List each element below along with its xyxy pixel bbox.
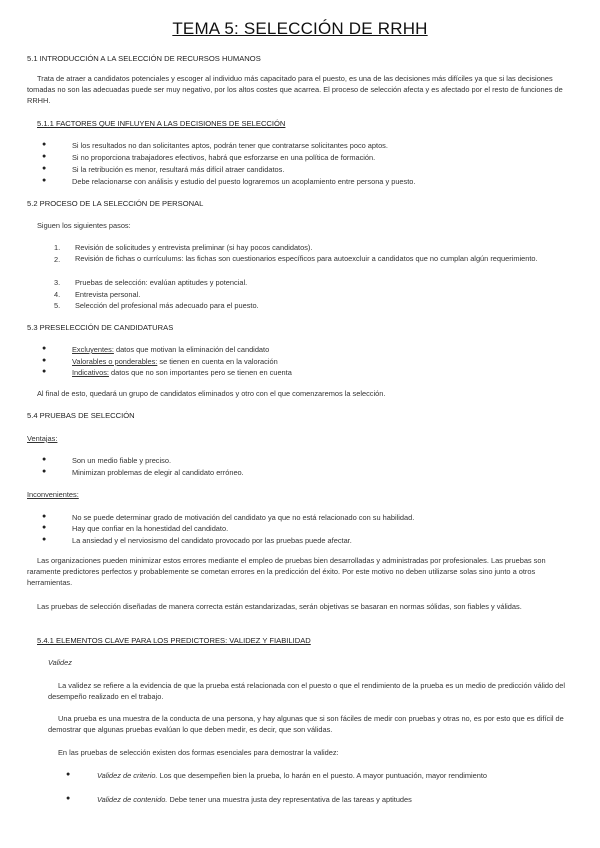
step-number: 2. xyxy=(54,255,61,264)
bullet-icon: ● xyxy=(66,795,71,802)
term: Validez de contenido. xyxy=(97,795,168,804)
bullet-icon: ● xyxy=(42,513,47,520)
step-number: 4. xyxy=(54,290,61,299)
term-description: datos que no son importantes pero se tienen en cuenta xyxy=(108,368,292,377)
list-item: No se puede determinar grado de motivación del candidato ya que no está relacionado con su habilidad. xyxy=(72,513,415,522)
term: Indicativos: xyxy=(72,368,109,377)
step-text: Revisión de fichas o currículums: las fichas son cuestionarios específicos para autoexcluir a candidatos que no cumplan algún requerimiento. xyxy=(75,254,538,263)
list-item xyxy=(72,357,278,366)
section-heading-5-3: 5.3 PRESELECCIÓN DE CANDIDATURAS xyxy=(27,323,174,332)
steps-intro: Siguen los siguientes pasos: xyxy=(37,221,131,230)
bullet-icon: ● xyxy=(66,771,71,778)
advantages-label: Ventajas: xyxy=(27,434,58,443)
list-item: Si la retribución es menor, resultará más difícil atraer candidatos. xyxy=(72,165,285,174)
list-item xyxy=(72,345,269,354)
step-text: Pruebas de selección: evalúan aptitudes y potencial. xyxy=(75,278,248,287)
term: Validez de criterio. xyxy=(97,771,158,780)
standardized-paragraph: Las pruebas de selección diseñadas de manera correcta están estandarizadas, serán objetivas se basaran en normas sólidas, son fiables y válidas. xyxy=(37,602,522,611)
section-heading-5-1: 5.1 INTRODUCCIÓN A LA SELECCIÓN DE RECURSOS HUMANOS xyxy=(27,54,261,63)
bullet-icon: ● xyxy=(42,345,47,352)
preselection-paragraph: Al final de esto, quedará un grupo de candidatos eliminados y otro con el que comenzaremos la selección. xyxy=(37,389,386,398)
section-heading-5-1-1: 5.1.1 FACTORES QUE INFLUYEN A LAS DECISIONES DE SELECCIÓN xyxy=(37,119,286,128)
term-description: Debe tener una muestra justa dey representativa de las tareas y aptitudes xyxy=(167,795,412,804)
bullet-icon: ● xyxy=(42,357,47,364)
tests-paragraph: Las organizaciones pueden minimizar estos errores mediante el empleo de pruebas bien desarrolladas y administradas por profesionales. Las pruebas son raramente predictores perfectos y probablemente se cometan errores en la predicción del éxito. Por este motivo no deben utilizarse solas sino junto a otros herramientas. xyxy=(27,556,546,587)
validity-paragraph-2: Una prueba es una muestra de la conducta de una persona, y hay algunas que si son fáciles de medir con pruebas y otras no, es por esto que es difícil de demostrar que algunas pruebas evalúan lo que deben medir, es decir, que son válidas. xyxy=(48,714,564,734)
step-text: Revisión de solicitudes y entrevista preliminar (si hay pocos candidatos). xyxy=(75,243,313,252)
list-item: Hay que confiar en la honestidad del candidato. xyxy=(72,524,229,533)
bullet-icon: ● xyxy=(42,368,47,375)
bullet-icon: ● xyxy=(42,165,47,172)
bullet-icon: ● xyxy=(42,468,47,475)
bullet-icon: ● xyxy=(42,153,47,160)
term: Valorables o ponderables: xyxy=(72,357,158,366)
step-text: Selección del profesional más adecuado para el puesto. xyxy=(75,301,259,310)
term: Excluyentes: xyxy=(72,345,114,354)
bullet-icon: ● xyxy=(42,141,47,148)
page-title: TEMA 5: SELECCIÓN DE RRHH xyxy=(172,19,428,38)
bullet-icon: ● xyxy=(42,524,47,531)
list-item: Debe relacionarse con análisis y estudio del puesto lograremos un acoplamiento entre persona y puesto. xyxy=(72,177,416,186)
disadvantages-label: Inconvenientes: xyxy=(27,490,79,499)
section-heading-5-4: 5.4 PRUEBAS DE SELECCIÓN xyxy=(27,411,135,420)
term-description: Los que desempeñen bien la prueba, lo harán en el puesto. A mayor puntuación, mayor rendimiento xyxy=(157,771,488,780)
step-number: 1. xyxy=(54,243,61,252)
list-item: Si los resultados no dan solicitantes aptos, podrán tener que contratarse solicitantes poco aptos. xyxy=(72,141,388,150)
list-item: La ansiedad y el nerviosismo del candidato provocado por las pruebas puede afectar. xyxy=(72,536,352,545)
list-item: Si no proporciona trabajadores efectivos, habrá que esforzarse en una política de formación. xyxy=(72,153,376,162)
intro-paragraph: Trata de atraer a candidatos potenciales y escoger al individuo más capacitado para el puesto, es una de las decisiones más difíciles ya que si las decisiones tomadas no son las adecuadas puede ser muy negativo, por los altos costes que acarrea. El proceso de selección afecta y es afectado por el resto de funciones de RRHH. xyxy=(27,74,563,105)
list-item: Son un medio fiable y preciso. xyxy=(72,456,172,465)
list-item xyxy=(72,368,292,377)
bullet-icon: ● xyxy=(42,456,47,463)
step-number: 5. xyxy=(54,301,61,310)
term-description: se tienen en cuenta en la valoración xyxy=(157,357,278,366)
step-text: Entrevista personal. xyxy=(75,290,141,299)
validity-paragraph-1: La validez se refiere a la evidencia de que la prueba está relacionada con el puesto o que el rendimiento de la prueba es un medio de predicción válido del desempeño realizado en el trabajo. xyxy=(48,681,566,701)
bullet-icon: ● xyxy=(42,177,47,184)
term-description: datos que motivan la eliminación del candidato xyxy=(113,345,270,354)
list-item xyxy=(97,795,412,804)
list-item xyxy=(97,771,487,780)
step-number: 3. xyxy=(54,278,61,287)
validity-paragraph-3: En las pruebas de selección existen dos formas esenciales para demostrar la validez: xyxy=(58,748,339,757)
section-heading-5-4-1: 5.4.1 ELEMENTOS CLAVE PARA LOS PREDICTORES: VALIDEZ Y FIABILIDAD xyxy=(37,636,311,645)
validity-subheading: Validez xyxy=(48,658,72,667)
list-item: Minimizan problemas de elegir al candidato erróneo. xyxy=(72,468,244,477)
section-heading-5-2: 5.2 PROCESO DE LA SELECCIÓN DE PERSONAL xyxy=(27,199,204,208)
bullet-icon: ● xyxy=(42,536,47,543)
